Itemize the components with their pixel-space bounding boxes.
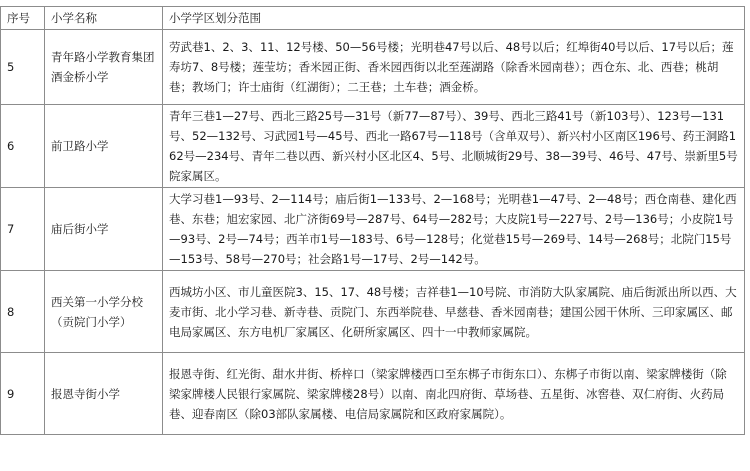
- school-district-table: [0, 6, 745, 435]
- table-row: [1, 188, 745, 271]
- table-row: [1, 353, 745, 435]
- header-district-area: 小学学区划分范围: [163, 7, 745, 30]
- table-row: [1, 271, 745, 353]
- row-no: 7: [1, 188, 45, 271]
- row-no: 6: [1, 105, 45, 188]
- row-school-name: 青年路小学教育集团酒金桥小学: [45, 30, 163, 105]
- table-row: [1, 105, 745, 188]
- table-row: [1, 30, 745, 105]
- header-row: [1, 7, 745, 30]
- row-school-name: 庙后街小学: [45, 188, 163, 271]
- header-no: 序号: [1, 7, 45, 30]
- row-district-area: 大学习巷1—93号、2—114号；庙后街1—133号、2—168号；光明巷1—47号、2—48号；西仓南巷、建化西巷、东巷；旭宏家园、北广济街69号—287号、64号—282号；大皮院1号—227号、2号—136号；小皮院1号—93号、2号—74号；西羊市1号—183号、6号—128号；化觉巷15号—269号、14号—268号；北院门15号—153号、58号—270号；社会路1号—17号、2号—142号。: [163, 188, 745, 271]
- row-school-name: 报恩寺街小学: [45, 353, 163, 435]
- row-school-name: 西关第一小学分校（贡院门小学）: [45, 271, 163, 353]
- row-district-area: 劳武巷1、2、3、11、12号楼、50—56号楼；光明巷47号以后、48号以后；红埠街40号以后、17号以后；莲寿坊7、8号楼；莲莹坊；香米园正街、香米园西街以北至莲湖路（除香米园南巷）；西仓东、北、西巷；桃胡巷；教场门；许士庙街（红湖街）；二王巷；土车巷；酒金桥。: [163, 30, 745, 105]
- row-district-area: 报恩寺街、红光街、甜水井街、桥梓口（梁家牌楼西口至东梆子市街东口）、东梆子市街以南、梁家牌楼街（除梁家牌楼人民银行家属院、梁家牌楼28号）以南、南北四府街、草场巷、五星街、冰窖巷、双仁府街、火药局巷、迎春南区（除03部队家属楼、电信局家属院和区政府家属院）。: [163, 353, 745, 435]
- row-school-name: 前卫路小学: [45, 105, 163, 188]
- row-district-area: 西城坊小区、市儿童医院3、15、17、48号楼；吉祥巷1—10号院、市消防大队家属院、庙后街派出所以西、大麦市街、北小学习巷、新寺巷、贡院门、东西举院巷、早慈巷、香米园南巷；建国公园干休所、三印家属区、邮电局家属区、东方电机厂家属区、化研所家属区、四十一中教师家属院。: [163, 271, 745, 353]
- row-no: 9: [1, 353, 45, 435]
- header-school-name: 小学名称: [45, 7, 163, 30]
- row-no: 5: [1, 30, 45, 105]
- row-no: 8: [1, 271, 45, 353]
- row-district-area: 青年三巷1—27号、西北三路25号—31号（新77—87号）、39号、西北三路41号（新103号）、123号—131号、52—132号、习武园1号—45号、西北一路67号—118号（含单双号）、新兴村小区南区196号、药王洞路162号—234号、青年二巷以西、新兴村小区北区4、5号、北顺城街29号、38—39号、46号、47号、崇新里5号院家属区。: [163, 105, 745, 188]
